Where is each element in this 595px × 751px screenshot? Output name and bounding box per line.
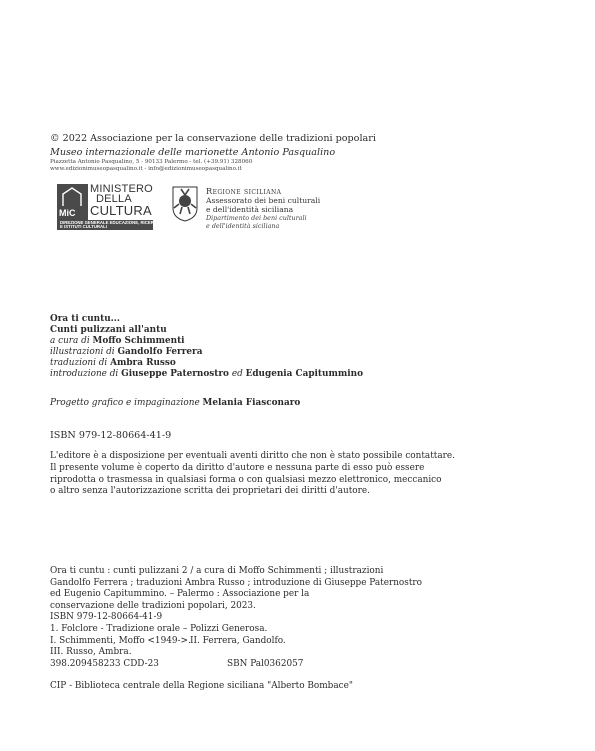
intro-author-2: Edugenia Capitummino xyxy=(245,369,363,379)
regione-dipartimento-2: e dell'identità siciliana xyxy=(206,222,280,230)
cip-dewey: 398.209458233 CDD-23 xyxy=(50,658,159,669)
cip-record xyxy=(50,566,422,670)
cip-line: ed Eugenio Capitummino. – Palermo : Associazione per la xyxy=(50,589,310,600)
regione-title: Regione siciliana xyxy=(206,186,282,196)
cip-subject-1: I. Schimmenti, Moffo <1949->. xyxy=(50,635,191,646)
book-title: Ora ti cuntu... xyxy=(50,314,120,324)
ministero-line1: MINISTERO xyxy=(90,183,153,195)
illustrator-name: Gandolfo Ferrera xyxy=(117,347,203,357)
cip-line: conservazione delle tradizioni popolari, 2023. xyxy=(50,600,256,611)
ministero-strip-text: DIREZIONE GENERALE EDUCAZIONE, RICERCA E ISTITUTI CULTURALI xyxy=(60,220,161,230)
ministero-strip xyxy=(57,220,161,230)
cip-line: 1. Folclore - Tradizione orale – Polizzi Generosa. xyxy=(50,623,268,634)
cip-sbn: SBN Pal0362057 xyxy=(227,658,304,669)
cip-line: Ora ti cuntu : cunti pulizzani 2 / a cura di Moffo Schimmenti ; illustrazioni xyxy=(50,566,384,576)
design-credit xyxy=(50,398,300,410)
ministero-line3: CULTURA xyxy=(90,203,152,218)
intro-author-1: Giuseppe Paternostro xyxy=(121,369,229,379)
copyright-line: © 2022 Associazione per la conservazione delle tradizioni popolari xyxy=(50,133,376,144)
translator-prefix: traduzioni di xyxy=(50,358,108,368)
regione-identita: e dell'identità siciliana xyxy=(206,205,294,214)
ministero-wordmark xyxy=(90,184,153,217)
mic-mark xyxy=(57,184,88,220)
curator-name: Moffo Schimmenti xyxy=(92,336,185,346)
intro-joiner: ed xyxy=(231,369,243,379)
illustrator-line xyxy=(50,347,202,359)
regione-dipartimento: Dipartimento dei beni culturali xyxy=(206,214,307,222)
rights-line: Il presente volume è coperto da diritto d'autore e nessuna parte di esso può essere xyxy=(50,462,425,473)
cip-row-classification xyxy=(50,659,422,671)
cip-footer: CIP - Biblioteca centrale della Regione siciliana "Alberto Bombace" xyxy=(50,681,353,691)
translator-name: Ambra Russo xyxy=(110,358,176,368)
isbn-line: ISBN 979-12-80664-41-9 xyxy=(50,430,172,441)
curator-line xyxy=(50,336,185,348)
rights-line: L'editore è a disposizione per eventuali aventi diritto che non è stato possibile contattare. xyxy=(50,451,455,461)
museum-web-mail: www.edizionimuseopasqualino.it - info@edizionimuseopasqualino.it xyxy=(50,166,242,172)
cip-subject-2: II. Ferrera, Gandolfo. xyxy=(190,635,286,646)
cip-line: ISBN 979-12-80664-41-9 xyxy=(50,612,163,623)
regione-assessorato: Assessorato dei beni culturali xyxy=(206,196,321,205)
curator-prefix: a cura di xyxy=(50,336,90,346)
translator-line xyxy=(50,358,176,370)
mic-mark-text: MiC xyxy=(59,208,76,218)
regione-siciliana-text xyxy=(206,186,320,230)
cip-line: Gandolfo Ferrera ; traduzioni Ambra Russo ; introduzione di Giuseppe Paternostro xyxy=(50,577,422,588)
design-label: Progetto grafico e impaginazione xyxy=(50,398,200,408)
rights-line: o altro senza l'autorizzazione scritta dei proprietari dei diritti d'autore. xyxy=(50,486,370,497)
illustrator-prefix: illustrazioni di xyxy=(50,347,115,357)
cip-row-subjects xyxy=(50,636,422,648)
museum-address: Piazzetta Antonio Pasqualino, 5 - 90133 Palermo - tel. (+39.91) 328060 xyxy=(50,159,253,165)
designer-name: Melania Fiasconaro xyxy=(202,398,301,408)
mic-mark-icon xyxy=(57,184,88,210)
rights-paragraph xyxy=(50,451,455,498)
book-subtitle: Cunti pulizzani all'antu xyxy=(50,325,167,335)
regione-siciliana-emblem-icon xyxy=(172,186,198,222)
intro-prefix: introduzione di xyxy=(50,369,119,379)
cip-line: III. Russo, Ambra. xyxy=(50,647,132,658)
introduction-line xyxy=(50,369,363,381)
ministero-line2: DELLA xyxy=(96,193,132,205)
museum-name: Museo internazionale delle marionette Antonio Pasqualino xyxy=(50,147,336,158)
ministero-cultura-logo xyxy=(57,183,161,230)
rights-line: riprodotta o trasmessa in qualsiasi forma o con qualsiasi mezzo elettronico, meccanico xyxy=(50,474,442,485)
